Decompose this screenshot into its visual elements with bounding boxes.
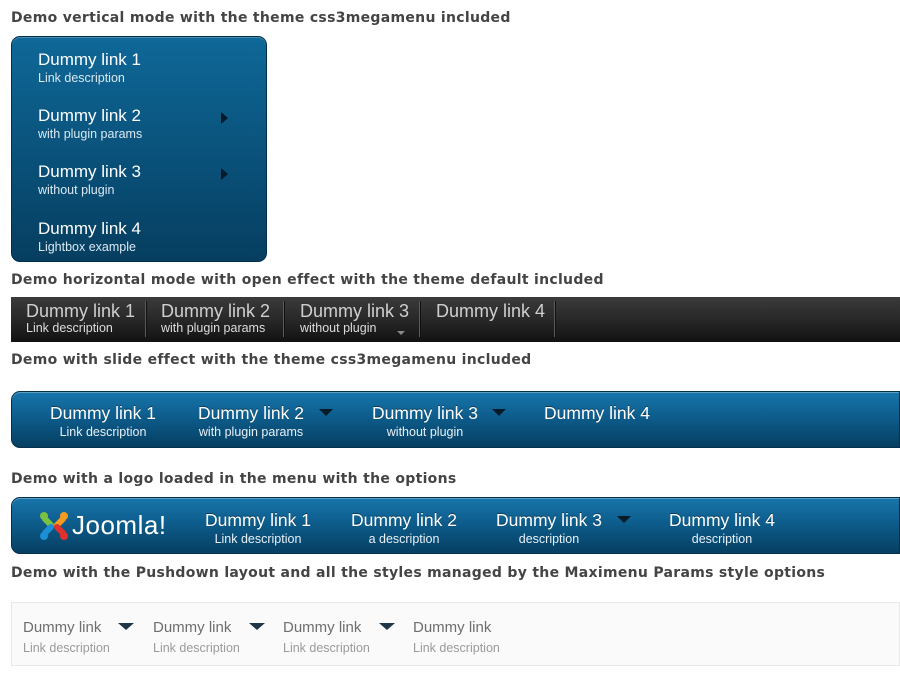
- section-heading-pushdown: Demo with the Pushdown layout and all the styles managed by the Maximenu Params style options: [11, 565, 826, 581]
- caret-down-icon: [617, 516, 631, 523]
- menu-item-description: Lightbox example: [38, 240, 136, 254]
- chevron-right-icon: [221, 112, 228, 124]
- menu-divider: [283, 301, 284, 337]
- menu-item-label: Dummy link 3: [372, 403, 478, 423]
- menu-item-label: Dummy link: [23, 619, 102, 636]
- menu-item-label: Dummy link 3: [496, 510, 602, 530]
- menu-item-label: Dummy link 1: [26, 301, 136, 321]
- menu-item-label: Dummy link 1: [38, 50, 141, 69]
- menu-item-label: Dummy link 1: [205, 510, 311, 530]
- logo-menu-item-2[interactable]: [339, 510, 469, 547]
- menu-item-label: Dummy link 2: [38, 106, 141, 125]
- menu-item-description: description: [518, 532, 580, 546]
- logo-menu: [11, 497, 900, 554]
- logo-menu-item-3[interactable]: [484, 510, 614, 547]
- logo-menu-item-1[interactable]: [193, 510, 323, 547]
- slide-menu-item-2[interactable]: [186, 403, 316, 440]
- menu-item-label: Dummy link 3: [300, 301, 410, 321]
- horizontal-menu: [11, 297, 900, 342]
- pushdown-menu: [11, 602, 900, 666]
- pushdown-menu-item-3[interactable]: [283, 618, 370, 656]
- vertical-menu-item-3[interactable]: [38, 162, 141, 198]
- menu-item-description: without plugin: [386, 425, 464, 439]
- menu-item-label: Dummy link 4: [436, 301, 546, 321]
- horizontal-menu-item-2[interactable]: [161, 301, 270, 336]
- menu-divider: [419, 301, 420, 337]
- logo-menu-item-4[interactable]: [657, 510, 787, 547]
- menu-item-label: Dummy link: [283, 619, 362, 636]
- pushdown-menu-item-1[interactable]: [23, 618, 110, 656]
- caret-down-icon: [118, 623, 134, 630]
- slide-menu-item-4[interactable]: [532, 403, 662, 423]
- menu-item-label: Dummy link 4: [669, 510, 775, 530]
- menu-item-description: Link description: [59, 425, 147, 439]
- menu-item-description: Link description: [214, 532, 302, 546]
- caret-down-icon: [397, 331, 405, 335]
- menu-item-label: Dummy link 2: [161, 301, 271, 321]
- vertical-menu-item-2[interactable]: [38, 106, 142, 142]
- section-heading-vertical: Demo vertical mode with the theme css3megamenu included: [11, 10, 511, 26]
- chevron-right-icon: [221, 168, 228, 180]
- pushdown-menu-item-4[interactable]: [413, 618, 500, 656]
- menu-item-description: without plugin: [300, 321, 377, 335]
- menu-item-label: Dummy link: [153, 619, 232, 636]
- menu-item-description: Link description: [23, 641, 110, 655]
- menu-item-description: Link description: [413, 641, 500, 655]
- pushdown-menu-item-2[interactable]: [153, 618, 240, 656]
- logo-text: Joomla!: [72, 510, 167, 540]
- menu-item-description: a description: [368, 532, 440, 546]
- menu-item-description: with plugin params: [198, 425, 304, 439]
- section-heading-horizontal: Demo horizontal mode with open effect with the theme default included: [11, 272, 604, 288]
- menu-item-description: Link description: [153, 641, 240, 655]
- caret-down-icon: [319, 409, 333, 416]
- horizontal-menu-item-1[interactable]: [26, 301, 135, 336]
- menu-item-label: Dummy link 2: [351, 510, 457, 530]
- menu-item-description: Link description: [283, 641, 370, 655]
- menu-item-label: Dummy link 4: [544, 403, 650, 423]
- horizontal-menu-item-3[interactable]: [300, 301, 409, 336]
- menu-divider: [554, 301, 555, 337]
- menu-item-description: without plugin: [38, 183, 115, 197]
- joomla-logo-icon: [38, 510, 70, 542]
- menu-item-label: Dummy link: [413, 619, 492, 636]
- menu-item-description: Link description: [26, 321, 113, 335]
- slide-menu-item-3[interactable]: [360, 403, 490, 440]
- slide-menu-item-1[interactable]: [38, 403, 168, 440]
- vertical-menu-item-4[interactable]: [38, 219, 141, 255]
- menu-divider: [145, 301, 146, 337]
- menu-item-label: Dummy link 2: [198, 403, 304, 423]
- menu-item-label: Dummy link 4: [38, 219, 141, 238]
- menu-item-description: with plugin params: [161, 321, 266, 335]
- caret-down-icon: [249, 623, 265, 630]
- slide-menu: [11, 391, 900, 448]
- menu-item-description: Link description: [38, 71, 125, 85]
- horizontal-menu-item-4[interactable]: [436, 301, 545, 321]
- section-heading-slide: Demo with slide effect with the theme css3megamenu included: [11, 352, 532, 368]
- caret-down-icon: [492, 409, 506, 416]
- menu-item-description: description: [691, 532, 753, 546]
- section-heading-logo: Demo with a logo loaded in the menu with the options: [11, 471, 457, 487]
- joomla-logo[interactable]: [38, 509, 198, 543]
- menu-item-description: with plugin params: [38, 127, 143, 141]
- vertical-menu-item-1[interactable]: [38, 50, 141, 86]
- menu-item-label: Dummy link 1: [50, 403, 156, 423]
- menu-item-label: Dummy link 3: [38, 162, 141, 181]
- caret-down-icon: [379, 623, 395, 630]
- vertical-menu: [11, 36, 267, 262]
